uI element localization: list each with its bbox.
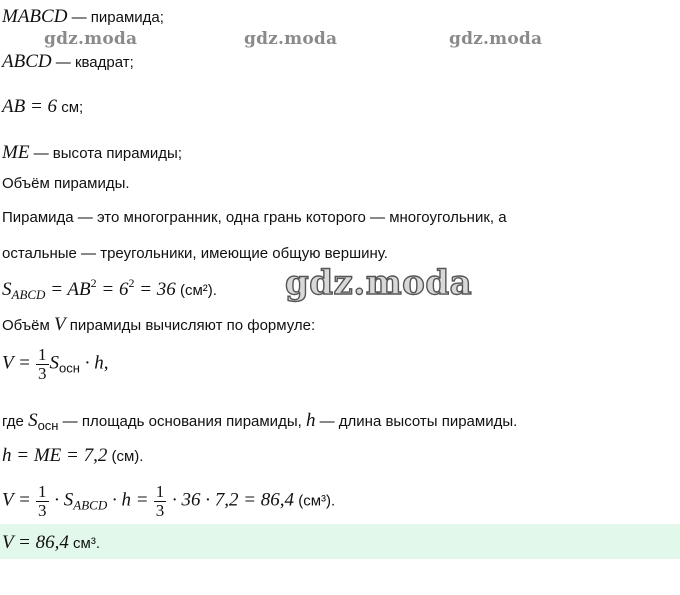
watermark: gdz.moda (244, 29, 338, 49)
answer-highlight (0, 524, 680, 559)
fraction: $\frac{1}{3}$ (38, 345, 47, 383)
volume-formula: V = $\frac{1}{3}$ Sосн · h, (2, 345, 109, 383)
answer: V = 86,4 см³. (2, 532, 100, 553)
area-formula: SABCD = $AB^2 = 6^2 = 36$ (см²). (2, 276, 217, 302)
fraction: $\frac{1}{3}$ (38, 482, 47, 520)
formula-intro: Объём V пирамиды вычисляют по формуле: (2, 314, 316, 335)
given-side: AB = 6 см; (2, 96, 84, 117)
watermark: gdz.moda (449, 29, 543, 49)
given-pyramid: MABCD — пирамида; (2, 6, 164, 27)
watermark-large: gdz.moda (285, 263, 473, 303)
find-text: Объём пирамиды. (2, 175, 130, 192)
watermark: gdz.moda (44, 29, 138, 49)
fraction: $\frac{1}{3}$ (155, 482, 165, 520)
volume-calculation: V = $\frac{1}{3}$ · SABCD · h = $\frac{1}{3}$ · 36 · 7,2 = 86,4 (см³). (2, 482, 336, 520)
definition-line-1: Пирамида — это многогранник, одна грань которого — многоугольник, а (2, 209, 507, 226)
definition-line-2: остальные — треугольники, имеющие общую вершину. (2, 245, 388, 262)
formula-explanation: где Sосн — площадь основания пирамиды, h — длина высоты пирамиды. (2, 410, 518, 433)
given-square: ABCD — квадрат; (2, 51, 134, 72)
height-value: h = ME = 7,2 (см). (2, 445, 144, 466)
given-height: ME — высота пирамиды; (2, 142, 182, 163)
